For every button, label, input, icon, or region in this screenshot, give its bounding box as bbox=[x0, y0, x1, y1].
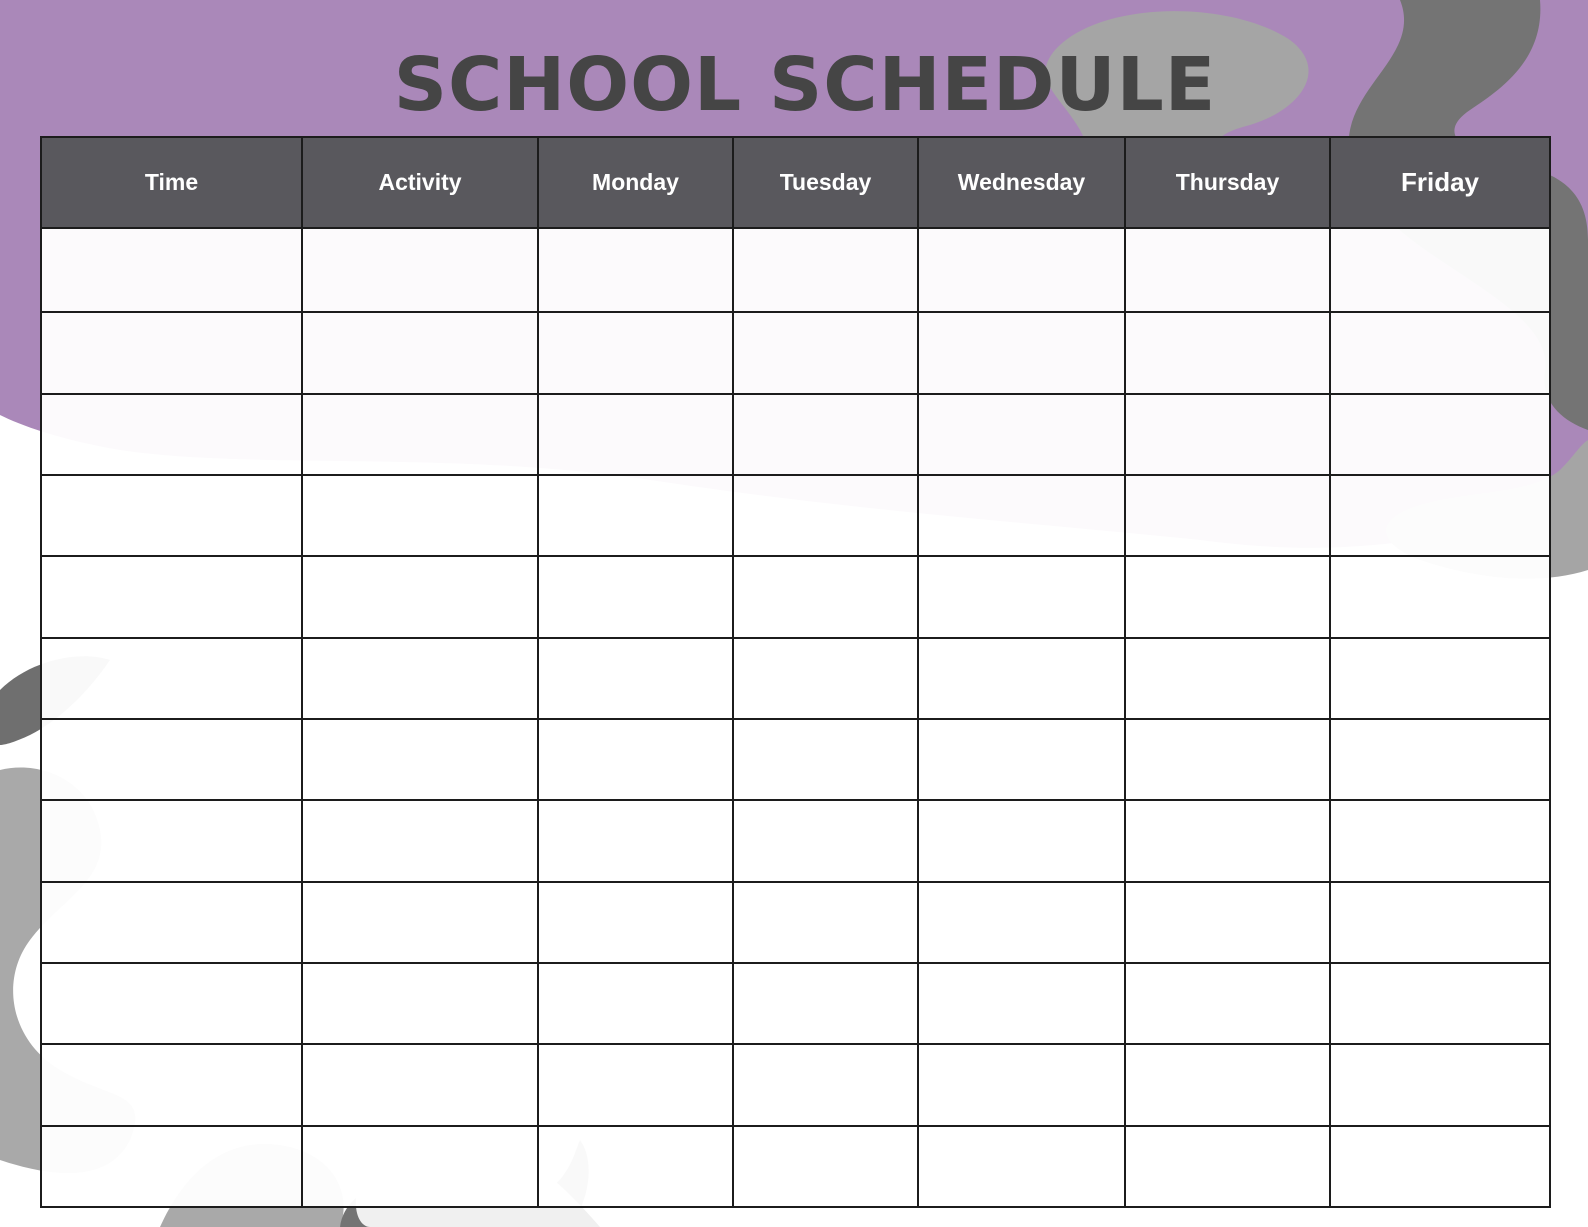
cell-tuesday[interactable] bbox=[733, 800, 918, 881]
cell-friday[interactable] bbox=[1330, 963, 1550, 1044]
cell-friday[interactable] bbox=[1330, 638, 1550, 719]
table-row bbox=[41, 882, 1550, 963]
cell-activity[interactable] bbox=[302, 556, 538, 637]
column-header-friday: Friday bbox=[1330, 137, 1550, 228]
cell-thursday[interactable] bbox=[1125, 963, 1330, 1044]
cell-tuesday[interactable] bbox=[733, 556, 918, 637]
cell-activity[interactable] bbox=[302, 1044, 538, 1125]
cell-thursday[interactable] bbox=[1125, 882, 1330, 963]
cell-wednesday[interactable] bbox=[918, 719, 1125, 800]
table-row bbox=[41, 556, 1550, 637]
cell-time[interactable] bbox=[41, 638, 302, 719]
cell-wednesday[interactable] bbox=[918, 638, 1125, 719]
cell-monday[interactable] bbox=[538, 312, 733, 393]
cell-thursday[interactable] bbox=[1125, 228, 1330, 312]
cell-friday[interactable] bbox=[1330, 1126, 1550, 1207]
cell-time[interactable] bbox=[41, 719, 302, 800]
cell-thursday[interactable] bbox=[1125, 475, 1330, 556]
cell-tuesday[interactable] bbox=[733, 394, 918, 475]
cell-monday[interactable] bbox=[538, 882, 733, 963]
cell-tuesday[interactable] bbox=[733, 1126, 918, 1207]
cell-time[interactable] bbox=[41, 228, 302, 312]
cell-tuesday[interactable] bbox=[733, 475, 918, 556]
cell-monday[interactable] bbox=[538, 1126, 733, 1207]
cell-tuesday[interactable] bbox=[733, 228, 918, 312]
cell-activity[interactable] bbox=[302, 719, 538, 800]
cell-activity[interactable] bbox=[302, 228, 538, 312]
schedule-table bbox=[40, 136, 1551, 1208]
header-row bbox=[41, 137, 1550, 228]
column-header-tuesday: Tuesday bbox=[733, 137, 918, 228]
cell-tuesday[interactable] bbox=[733, 312, 918, 393]
cell-activity[interactable] bbox=[302, 800, 538, 881]
table-row bbox=[41, 1044, 1550, 1125]
cell-friday[interactable] bbox=[1330, 228, 1550, 312]
cell-time[interactable] bbox=[41, 475, 302, 556]
cell-thursday[interactable] bbox=[1125, 800, 1330, 881]
cell-time[interactable] bbox=[41, 963, 302, 1044]
cell-friday[interactable] bbox=[1330, 394, 1550, 475]
table-row bbox=[41, 638, 1550, 719]
table-row bbox=[41, 963, 1550, 1044]
cell-wednesday[interactable] bbox=[918, 800, 1125, 881]
cell-wednesday[interactable] bbox=[918, 475, 1125, 556]
cell-thursday[interactable] bbox=[1125, 1044, 1330, 1125]
cell-wednesday[interactable] bbox=[918, 312, 1125, 393]
column-header-monday: Monday bbox=[538, 137, 733, 228]
table-row bbox=[41, 312, 1550, 393]
cell-tuesday[interactable] bbox=[733, 963, 918, 1044]
cell-activity[interactable] bbox=[302, 312, 538, 393]
cell-activity[interactable] bbox=[302, 475, 538, 556]
cell-tuesday[interactable] bbox=[733, 1044, 918, 1125]
table-row bbox=[41, 394, 1550, 475]
table-row bbox=[41, 1126, 1550, 1207]
cell-monday[interactable] bbox=[538, 475, 733, 556]
cell-wednesday[interactable] bbox=[918, 1126, 1125, 1207]
column-header-time: Time bbox=[41, 137, 302, 228]
cell-activity[interactable] bbox=[302, 638, 538, 719]
cell-tuesday[interactable] bbox=[733, 638, 918, 719]
cell-friday[interactable] bbox=[1330, 312, 1550, 393]
cell-monday[interactable] bbox=[538, 556, 733, 637]
cell-time[interactable] bbox=[41, 882, 302, 963]
table-row bbox=[41, 800, 1550, 881]
cell-tuesday[interactable] bbox=[733, 719, 918, 800]
cell-time[interactable] bbox=[41, 1126, 302, 1207]
cell-friday[interactable] bbox=[1330, 719, 1550, 800]
cell-activity[interactable] bbox=[302, 1126, 538, 1207]
table-row bbox=[41, 475, 1550, 556]
cell-friday[interactable] bbox=[1330, 800, 1550, 881]
schedule-body bbox=[41, 228, 1550, 1207]
cell-time[interactable] bbox=[41, 800, 302, 881]
cell-thursday[interactable] bbox=[1125, 1126, 1330, 1207]
cell-wednesday[interactable] bbox=[918, 1044, 1125, 1125]
table-row bbox=[41, 228, 1550, 312]
cell-wednesday[interactable] bbox=[918, 556, 1125, 637]
cell-monday[interactable] bbox=[538, 228, 733, 312]
cell-wednesday[interactable] bbox=[918, 394, 1125, 475]
cell-time[interactable] bbox=[41, 1044, 302, 1125]
cell-thursday[interactable] bbox=[1125, 719, 1330, 800]
cell-activity[interactable] bbox=[302, 963, 538, 1044]
cell-wednesday[interactable] bbox=[918, 882, 1125, 963]
column-header-activity: Activity bbox=[302, 137, 538, 228]
column-header-wednesday: Wednesday bbox=[918, 137, 1125, 228]
cell-thursday[interactable] bbox=[1125, 556, 1330, 637]
cell-monday[interactable] bbox=[538, 800, 733, 881]
cell-friday[interactable] bbox=[1330, 882, 1550, 963]
cell-monday[interactable] bbox=[538, 638, 733, 719]
cell-time[interactable] bbox=[41, 556, 302, 637]
cell-friday[interactable] bbox=[1330, 556, 1550, 637]
cell-activity[interactable] bbox=[302, 882, 538, 963]
cell-wednesday[interactable] bbox=[918, 963, 1125, 1044]
cell-friday[interactable] bbox=[1330, 475, 1550, 556]
cell-monday[interactable] bbox=[538, 1044, 733, 1125]
cell-wednesday[interactable] bbox=[918, 228, 1125, 312]
cell-activity[interactable] bbox=[302, 394, 538, 475]
cell-thursday[interactable] bbox=[1125, 312, 1330, 393]
cell-monday[interactable] bbox=[538, 394, 733, 475]
cell-monday[interactable] bbox=[538, 963, 733, 1044]
cell-time[interactable] bbox=[41, 312, 302, 393]
column-header-thursday: Thursday bbox=[1125, 137, 1330, 228]
page-title: SCHOOL SCHEDULE bbox=[393, 42, 1217, 128]
table-row bbox=[41, 719, 1550, 800]
cell-thursday[interactable] bbox=[1125, 638, 1330, 719]
cell-thursday[interactable] bbox=[1125, 394, 1330, 475]
cell-monday[interactable] bbox=[538, 719, 733, 800]
cell-tuesday[interactable] bbox=[733, 882, 918, 963]
cell-friday[interactable] bbox=[1330, 1044, 1550, 1125]
cell-time[interactable] bbox=[41, 394, 302, 475]
